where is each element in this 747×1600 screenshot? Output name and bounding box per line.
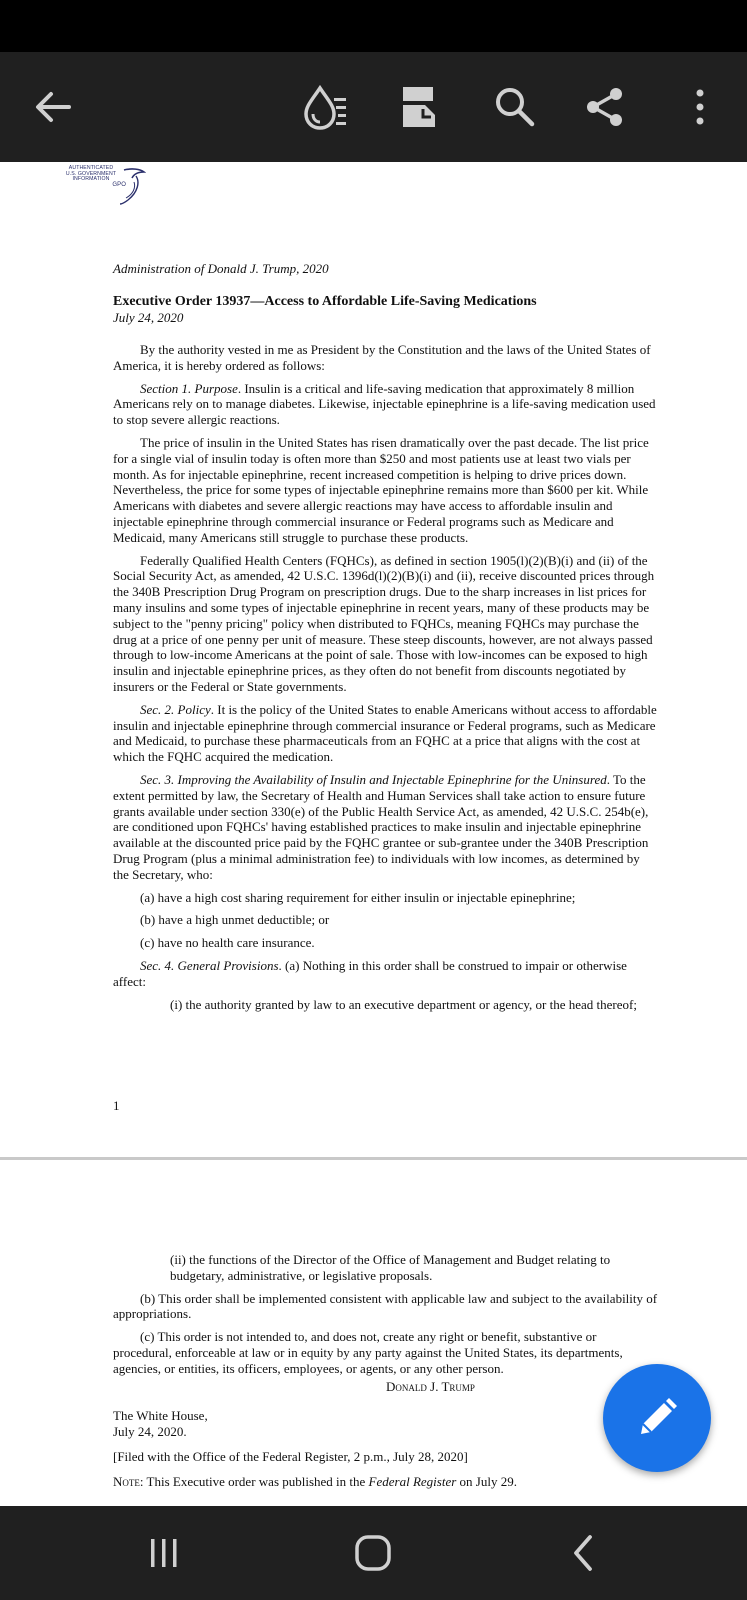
- price-paragraph: The price of insulin in the United States has risen dramatically over the past decade. The list price for a single vial of insulin today is often more than $250 and most patients use at least two vials per month. As for injectable epinephrine, recent increased competition is helping to drive prices down. Nevertheless, the price for some types of injectable epinephrine remains more than $600 per kit. While Americans with diabetes and severe allergic reactions may have access to affordable insulin and injectable epinephrine through commercial insurance or Federal programs such as Medicare and Medicaid, many Americans still struggle to purchase these products.: [113, 434, 649, 545]
- section-4-item-ii: (ii) the functions of the Director of the Office of Management and Budget relating to budgetary, administrative, or legislative proposals.: [170, 1252, 611, 1283]
- admin-line: [113, 261, 658, 277]
- section-1-text: . Insulin is a critical and life-saving medication that approximately 8 million Americans rely on to manage diabetes. Likewise, injectable epinephrine is a life-saving medication used to stop severe allergic reactions.: [113, 380, 656, 428]
- edit-pencil-icon: [635, 1396, 679, 1440]
- page-layout-icon: [399, 85, 439, 129]
- logo-line: GPO: [112, 181, 126, 188]
- system-nav-bar: [0, 1506, 747, 1600]
- section-3-item-b: (b) have a high unmet deductible; or: [140, 912, 330, 928]
- note-end: on July 29.: [456, 1473, 517, 1489]
- filing-note: [Filed with the Office of the Federal Register, 2 p.m., July 28, 2020]: [113, 1448, 468, 1464]
- section-3-text: . To the extent permitted by law, the Secretary of Health and Human Services shall take action to ensure future grants available under section 330(e) of the Public Health Service Act, as amended, 42 U.S.C. 254b(e), are conditioned upon FQHCs' having established practices to make insulin and injectable epinephrine available at the discounted price paid by the FQHC grantee or sub-grantee under the 340B Prescription Drug Program (plus a minimal administration fee) to individuals with low incomes, as determined by the Secretary, who:: [113, 771, 649, 882]
- page-number: 1: [113, 1098, 120, 1113]
- signing-date: July 24, 2020.: [113, 1424, 187, 1440]
- section-4-item-c: (c) This order is not intended to, and does not, create any right or benefit, substantive or procedural, enforceable at law or in equity by any party against the United States, its departments, agencies, or entities, its officers, employees, or agents, or any other person.: [113, 1329, 623, 1376]
- page-2-body: [113, 1252, 658, 1490]
- back-button[interactable]: [25, 79, 81, 135]
- section-2-text: . It is the policy of the United States to enable Americans without access to affordable insulin and injectable epinephrine through commercial insurance or Federal programs, such as Medicare and Medicaid, to purchase these pharmaceuticals from an FQHC at a price that aligns with the cost at which the FQHC acquired the medication.: [113, 701, 657, 765]
- eagle-logo-icon: [120, 166, 146, 206]
- administration-text: Administration of Donald J. Trump, 2020: [113, 261, 329, 276]
- home-button[interactable]: [343, 1528, 403, 1578]
- page-layout-button[interactable]: [391, 79, 447, 135]
- note-text: : This Executive order was published in the: [139, 1473, 369, 1489]
- intro-paragraph: By the authority vested in me as President by the Constitution and the laws of the United States of America, it is hereby ordered as follows:: [113, 342, 651, 373]
- federal-register-text: Federal Register: [368, 1473, 457, 1489]
- reading-mode-icon: [300, 82, 350, 132]
- order-title: Executive Order 13937—Access to Affordable Life-Saving Medications: [113, 294, 537, 309]
- reading-mode-button[interactable]: [297, 79, 353, 135]
- fqhc-paragraph: Federally Qualified Health Centers (FQHCs), as defined in section 1905(l)(2)(B)(i) and (ii) of the Social Security Act, as amended, 42 U.S.C. 1396d(l)(2)(B)(i) and (ii), receive discounted prices through the 340B Prescription Drug Program on prescription drugs. Due to the sharp increases in list prices for many insulins and some types of injectable epinephrine in recent years, many of these products may be subject to the "penny pricing" policy when distributed to FQHCs, meaning FQHCs may purchase the drug at a price of one penny per unit of measure. These steep discounts, however, are not always passed through to low-income Americans at the point of sale. Those with low-incomes can be exposed to high insulin and injectable epinephrine prices, as they often do not benefit from discounts negotiated by insurers or the Federal or State governments.: [113, 552, 655, 694]
- section-3-heading: Sec. 3. Improving the Availability of Insulin and Injectable Epinephrine for the Uninsured: [140, 771, 607, 787]
- section-3-paragraph: [113, 772, 658, 883]
- gpo-authenticated-logo: [56, 166, 146, 208]
- share-icon: [583, 85, 627, 129]
- logo-line: U.S. GOVERNMENT: [65, 170, 117, 177]
- search-button[interactable]: [487, 79, 543, 135]
- logo-line: AUTHENTICATED: [68, 165, 114, 171]
- section-4-item-i: (i) the authority granted by law to an executive department or agency, or the head thereof;: [170, 997, 637, 1013]
- more-vert-icon: [693, 87, 707, 127]
- section-4-text: . (a) Nothing in this order shall be construed to impair or otherwise affect:: [113, 957, 627, 989]
- note-label: Note: [113, 1473, 140, 1489]
- order-date: July 24, 2020: [113, 310, 184, 325]
- section-4-heading: Sec. 4. General Provisions: [140, 957, 279, 973]
- nav-back-icon: [566, 1534, 600, 1572]
- back-arrow-icon: [33, 87, 73, 127]
- home-icon: [353, 1533, 393, 1573]
- section-3-item-a: (a) have a high cost sharing requirement for either insulin or injectable epinephrine;: [140, 889, 576, 905]
- edit-fab-button[interactable]: [603, 1364, 711, 1472]
- section-3-item-c: (c) have no health care insurance.: [140, 935, 315, 951]
- section-1-paragraph: [113, 381, 658, 428]
- section-4-paragraph: [113, 958, 658, 990]
- page-number-container: [113, 1098, 658, 1114]
- pdf-toolbar: [0, 52, 747, 162]
- publication-note: [113, 1474, 658, 1490]
- page-1-body: [113, 342, 658, 1013]
- section-4-item-b: (b) This order shall be implemented consistent with applicable law and subject to the availability of appropriations.: [113, 1290, 658, 1322]
- section-2-heading: Sec. 2. Policy: [140, 701, 211, 717]
- more-options-button[interactable]: [672, 79, 728, 135]
- logo-line: INFORMATION: [72, 176, 110, 183]
- recent-apps-icon: [147, 1536, 181, 1570]
- signing-place: The White House,: [113, 1408, 208, 1424]
- order-heading: [113, 293, 658, 326]
- recent-apps-button[interactable]: [134, 1528, 194, 1578]
- page-separator: [0, 1157, 747, 1160]
- section-1-heading: Section 1. Purpose: [140, 380, 238, 396]
- status-bar: [0, 0, 747, 52]
- section-2-paragraph: [113, 702, 658, 765]
- search-icon: [493, 85, 537, 129]
- share-button[interactable]: [577, 79, 633, 135]
- signature: Donald J. Trump: [386, 1378, 475, 1394]
- nav-back-button[interactable]: [553, 1528, 613, 1578]
